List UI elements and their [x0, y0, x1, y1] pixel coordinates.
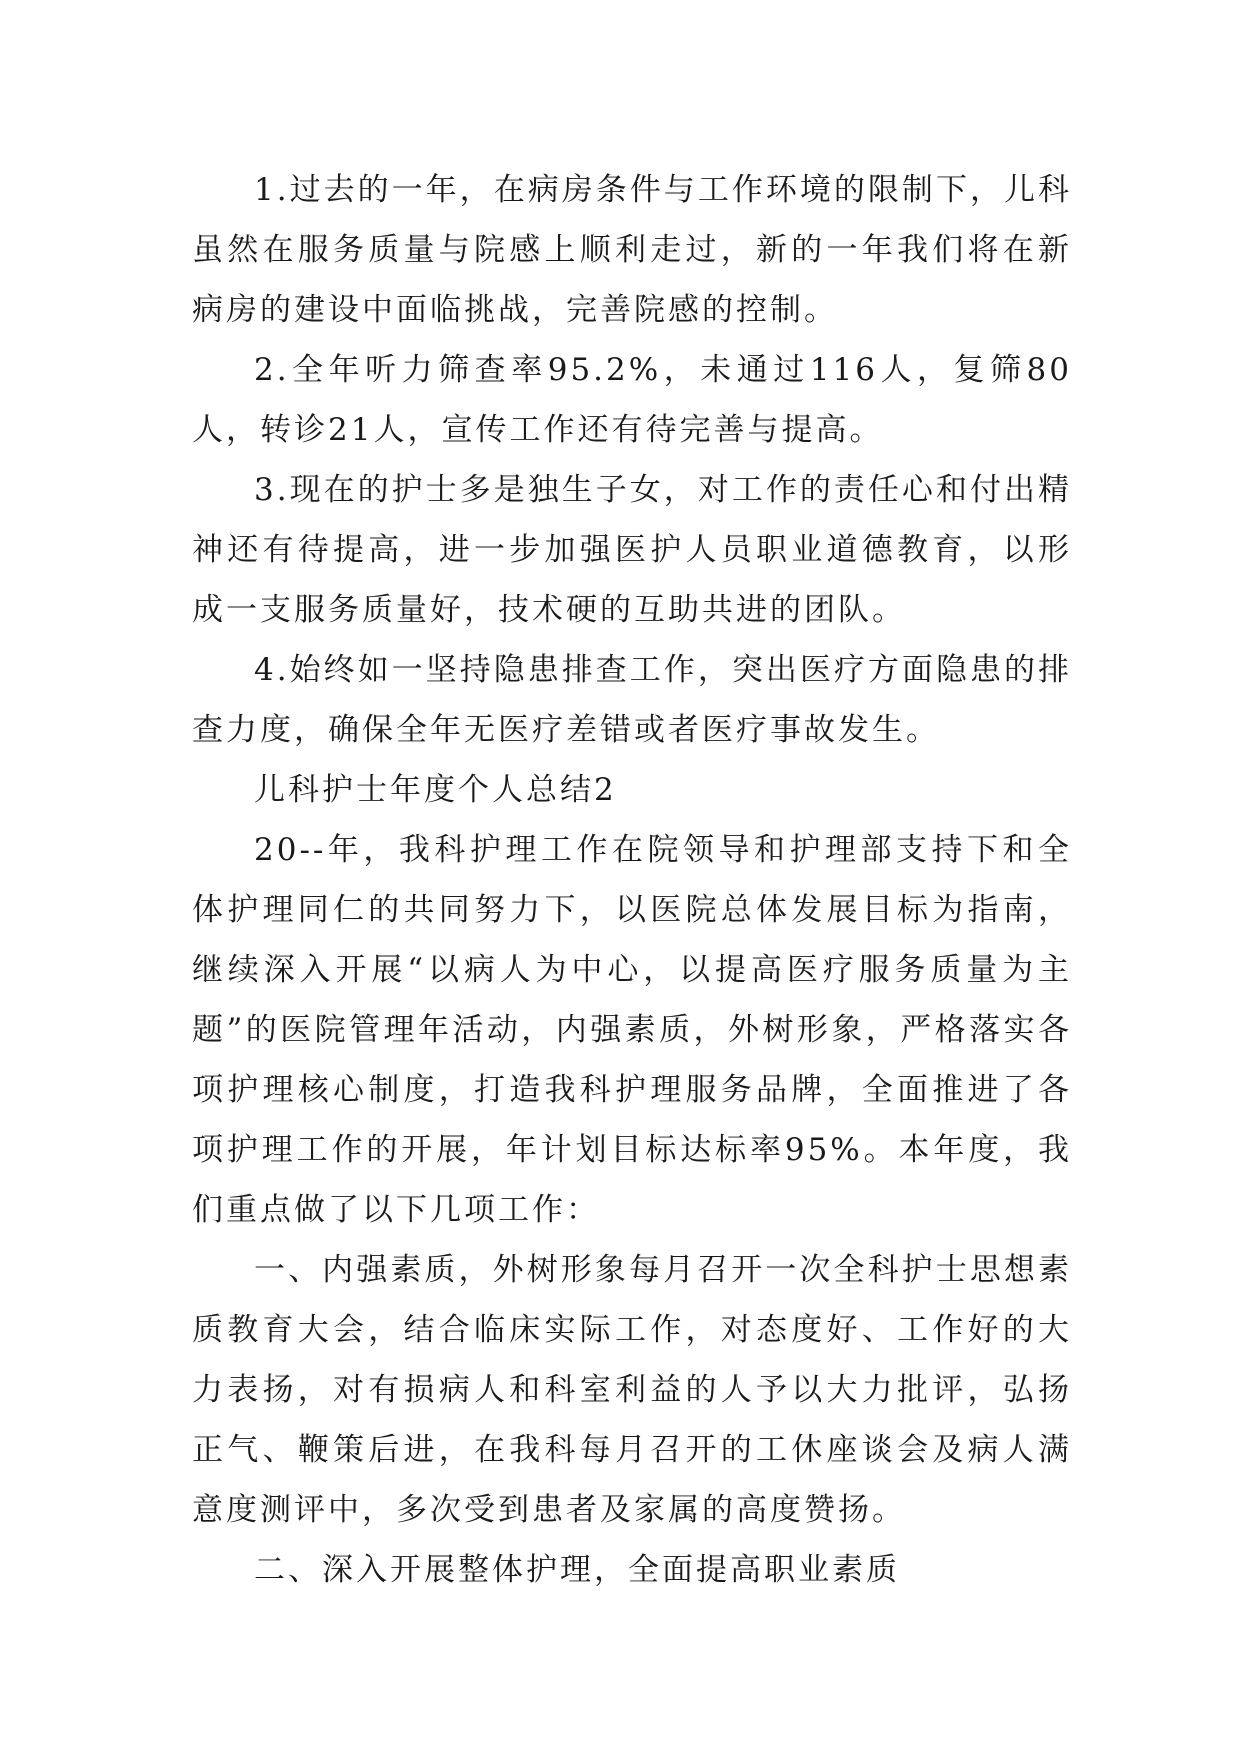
- paragraph-item-1: 1.过去的一年，在病房条件与工作环境的限制下，儿科虽然在服务质量与院感上顺利走过，新的一年我们将在新病房的建设中面临挑战，完善院感的控制。: [192, 172, 1072, 328]
- section-heading: 儿科护士年度个人总结2: [254, 772, 617, 808]
- paragraph-item-4: 4.始终如一坚持隐患排查工作，突出医疗方面隐患的排查力度，确保全年无医疗差错或者医疗事故发生。: [192, 652, 1072, 748]
- paragraph-item-2: 2.全年听力筛查率95.2%，未通过116人，复筛80人，转诊21人，宣传工作还有待完善与提高。: [192, 352, 1072, 448]
- document-body: [192, 160, 1072, 1600]
- paragraph-section-two-heading: 二、深入开展整体护理，全面提高职业素质: [254, 1552, 900, 1588]
- paragraph-intro: 20--年，我科护理工作在院领导和护理部支持下和全体护理同仁的共同努力下，以医院总体发展目标为指南，继续深入开展“以病人为中心，以提高医疗服务质量为主题”的医院管理年活动，内强素质，外树形象，严格落实各项护理核心制度，打造我科护理服务品牌，全面推进了各项护理工作的开展，年计划目标达标率95%。本年度，我们重点做了以下几项工作：: [192, 832, 1072, 1228]
- paragraph-section-one: 一、内强素质，外树形象每月召开一次全科护士思想素质教育大会，结合临床实际工作，对态度好、工作好的大力表扬，对有损病人和科室利益的人予以大力批评，弘扬正气、鞭策后进，在我科每月召开的工休座谈会及病人满意度测评中，多次受到患者及家属的高度赞扬。: [192, 1252, 1072, 1528]
- paragraph-item-3: 3.现在的护士多是独生子女，对工作的责任心和付出精神还有待提高，进一步加强医护人员职业道德教育，以形成一支服务质量好，技术硬的互助共进的团队。: [192, 472, 1072, 628]
